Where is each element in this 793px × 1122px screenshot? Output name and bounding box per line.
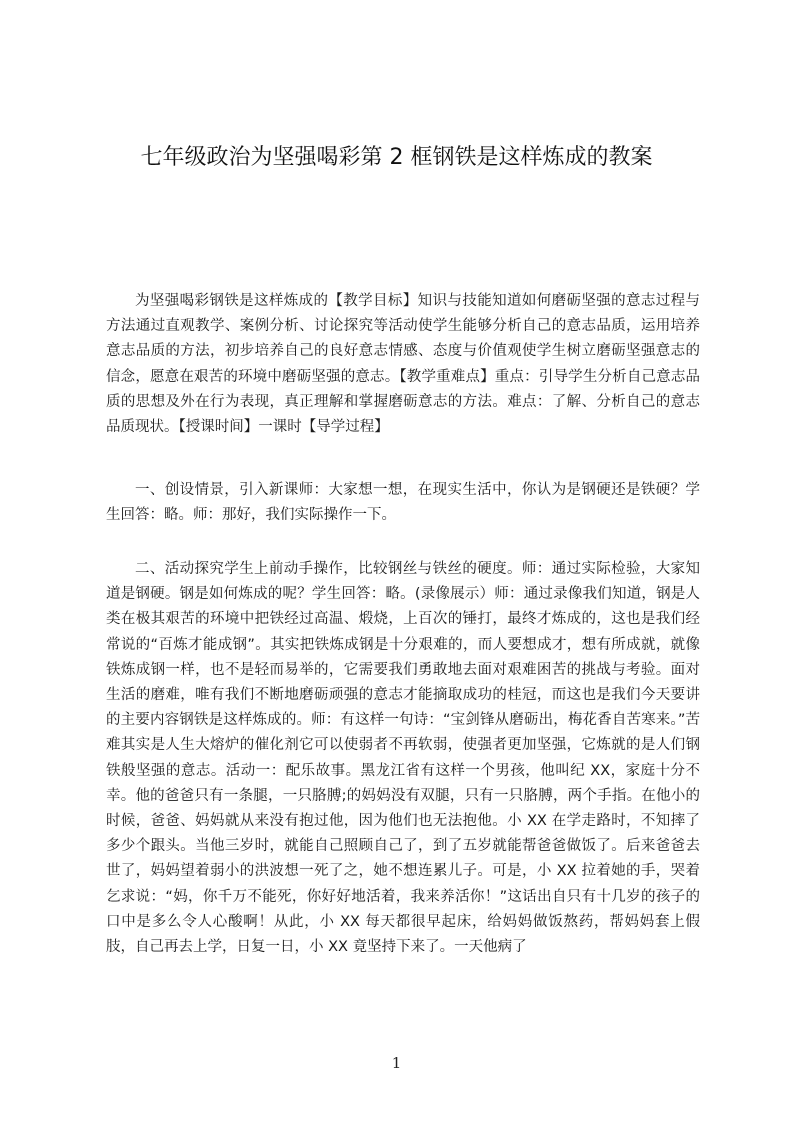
paragraph-text: 一、创设情景，引入新课师：大家想一想，在现实生活中，你认为是钢硬还是铁硬？学生回答：略。师：那好，我们实际操作一下。	[106, 482, 700, 524]
body-paragraph-objectives	[106, 289, 700, 440]
paragraph-text: 为坚强喝彩钢铁是这样炼成的【教学目标】知识与技能知道如何磨砺坚强的意志过程与方法通过直观教学、案例分析、讨论探究等活动使学生能够分析自己的意志品质，运用培养意志品质的方法，初步培养自己的良好意志情感、态度与价值观使学生树立磨砺坚强意志的信念，愿意在艰苦的环境中磨砺坚强的意志。【教学重难点】重点：引导学生分析自己意志品质的思想及外在行为表现，真正理解和掌握磨砺意志的方法。难点：了解、分析自己的意志品质现状。【授课时间】一课时【导学过程】	[106, 293, 700, 436]
page-number: 1	[391, 1054, 402, 1072]
paragraph-text: 二、活动探究学生上前动手操作，比较钢丝与铁丝的硬度。师：通过实际检验，大家知道是钢硬。钢是如何炼成的呢？学生回答：略。(录像展示）师：通过录像我们知道，钢是人类在极其艰苦的环境中把铁经过高温、煅烧，上百次的锤打，最终才炼成的，这也是我们经常说的“百炼才能成钢”。其实把铁炼成钢是十分艰难的，而人要想成才，想有所成就，就像铁炼成钢一样，也不是轻而易举的，它需要我们勇敢地去面对艰难困苦的挑战与考验。面对生活的磨难，唯有我们不断地磨砺顽强的意志才能摘取成功的桂冠，而这也是我们今天要讲的主要内容钢铁是这样炼成的。师：有这样一句诗：“宝剑锋从磨砺出，梅花香自苦寒来。”苦难其实是人生大熔炉的催化剂它可以使弱者不再软弱，使强者更加坚强，它炼就的是人们钢铁般坚强的意志。活动一：配乐故事。黑龙江省有这样一个男孩，他叫纪 XX，家庭十分不幸。他的爸爸只有一条腿，一只胳膊;的妈妈没有双腿，只有一只胳膊，两个手指。在他小的时候，爸爸、妈妈就从来没有抱过他，因为他们也无法抱他。小 XX 在学走路时，不知摔了多少个跟头。当他三岁时，就能自己照顾自己了，到了五岁就能帮爸爸做饭了。后来爸爸去世了，妈妈望着弱小的洪波想一死了之，她不想连累儿子。可是，小 XX 拉着她的手，哭着乞求说：“妈，你千万不能死，你好好地活着，我来养活你！”这话出自只有十几岁的孩子的口中是多么令人心酸啊！从此，小 XX 每天都很早起床，给妈妈做饭熬药，帮妈妈套上假肢，自己再去上学，日复一日，小 XX 竟坚持下来了。一天他病了	[106, 561, 700, 956]
body-paragraph-introduction	[106, 478, 700, 528]
document-title: 七年级政治为坚强喝彩第 2 框钢铁是这样炼成的教案	[140, 145, 653, 170]
body-paragraph-activity	[106, 557, 700, 1012]
